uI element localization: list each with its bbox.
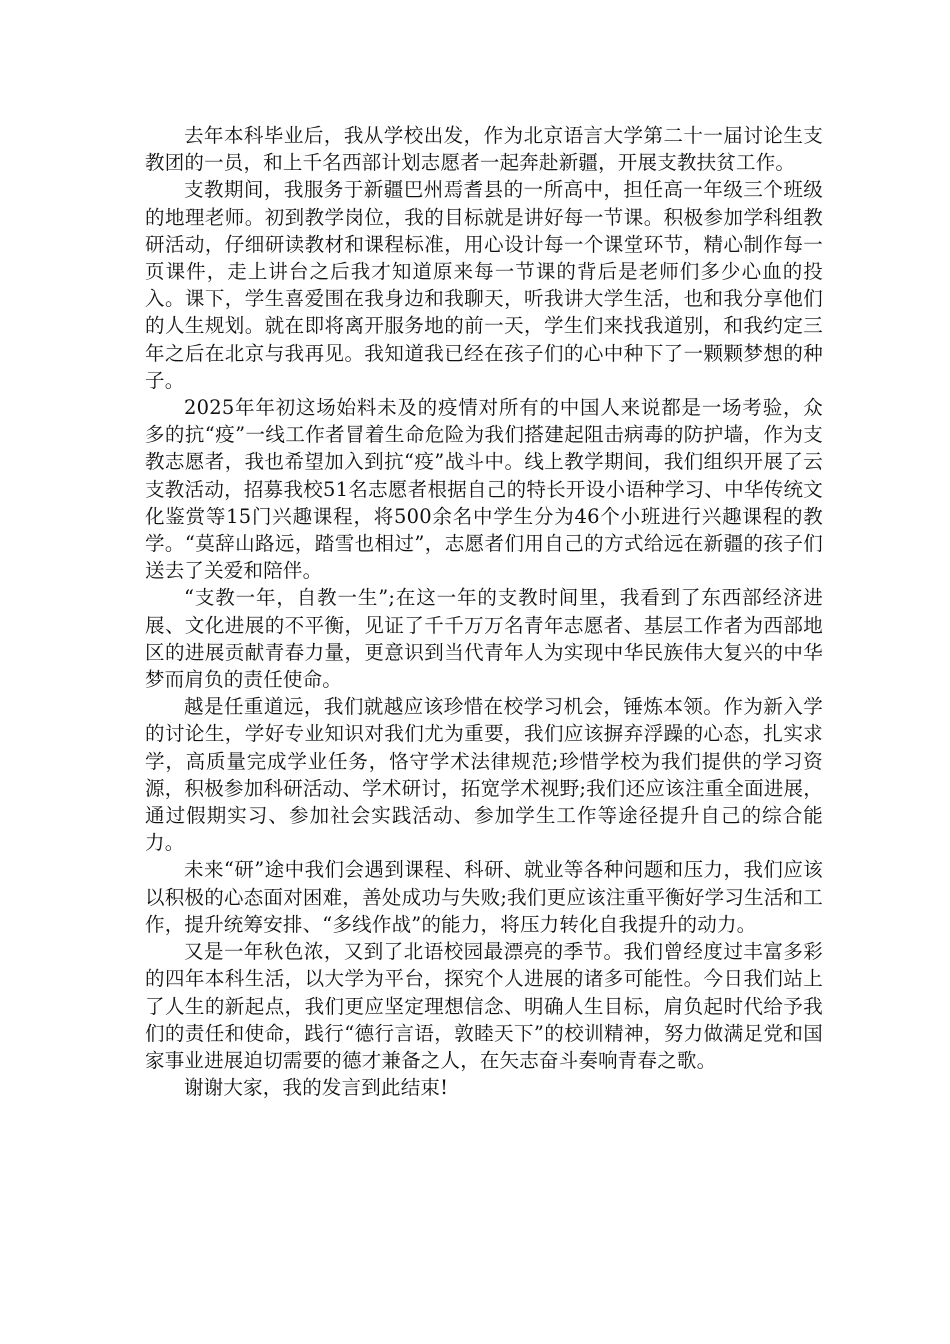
- paragraph-2: 支教期间，我服务于新疆巴州焉耆县的一所高中，担任高一年级三个班级的地理老师。初到教学岗位，我的目标就是讲好每一节课。积极参加学科组教研活动，仔细研读教材和课程标准，用心设计每一个课堂环节，精心制作每一页课件，走上讲台之后我才知道原来每一节课的背后是老师们多少心血的投入。课下，学生喜爱围在我身边和我聊天，听我讲大学生活，也和我分享他们的人生规划。就在即将离开服务地的前一天，学生们来找我道别，和我约定三年之后在北京与我再见。我知道我已经在孩子们的心中种下了一颗颗梦想的种子。: [145, 178, 823, 392]
- paragraph-1: 去年本科毕业后，我从学校出发，作为北京语言大学第二十一届讨论生支教团的一员，和上千名西部计划志愿者一起奔赴新疆，开展支教扶贫工作。: [145, 124, 823, 175]
- paragraph-4: “支教一年，自教一生”;在这一年的支教时间里，我看到了东西部经济进展、文化进展的不平衡，见证了千千万万名青年志愿者、基层工作者为西部地区的进展贡献青春力量，更意识到当代青年人为实现中华民族伟大复兴的中华梦而肩负的责任使命。: [145, 586, 823, 692]
- document-body: [145, 122, 823, 1101]
- paragraph-6: 未来“研”途中我们会遇到课程、科研、就业等各种问题和压力，我们应该以积极的心态面对困难，善处成功与失败;我们更应该注重平衡好学习生活和工作，提升统筹安排、“多线作战”的能力，将压力转化自我提升的动力。: [145, 858, 823, 936]
- paragraph-8-closing: 谢谢大家，我的发言到此结束!: [184, 1076, 449, 1100]
- paragraph-7: 又是一年秋色浓，又到了北语校园最漂亮的季节。我们曾经度过丰富多彩的四年本科生活，以大学为平台，探究个人进展的诸多可能性。今日我们站上了人生的新起点，我们更应坚定理想信念、明确人生目标，肩负起时代给予我们的责任和使命，践行“德行言语，敦睦天下”的校训精神，努力做满足党和国家事业进展迫切需要的德才兼备之人，在矢志奋斗奏响青春之歌。: [145, 940, 823, 1072]
- paragraph-5: 越是任重道远，我们就越应该珍惜在校学习机会，锤炼本领。作为新入学的讨论生，学好专业知识对我们尤为重要，我们应该摒弃浮躁的心态，扎实求学，高质量完成学业任务，恪守学术法律规范;珍惜学校为我们提供的学习资源，积极参加科研活动、学术研讨，拓宽学术视野;我们还应该注重全面进展，通过假期实习、参加社会实践活动、参加学生工作等途径提升自己的综合能力。: [145, 695, 823, 855]
- paragraph-3: 2025年年初这场始料未及的疫情对所有的中国人来说都是一场考验，众多的抗“疫”一线工作者冒着生命危险为我们搭建起阻击病毒的防护墙，作为支教志愿者，我也希望加入到抗“疫”战斗中。线上教学期间，我们组织开展了云支教活动，招募我校51名志愿者根据自己的特长开设小语种学习、中华传统文化鉴赏等15门兴趣课程，将500余名中学生分为46个小班进行兴趣课程的教学。“莫辞山路远，踏雪也相过”，志愿者们用自己的方式给远在新疆的孩子们送去了关爱和陪伴。: [145, 396, 823, 583]
